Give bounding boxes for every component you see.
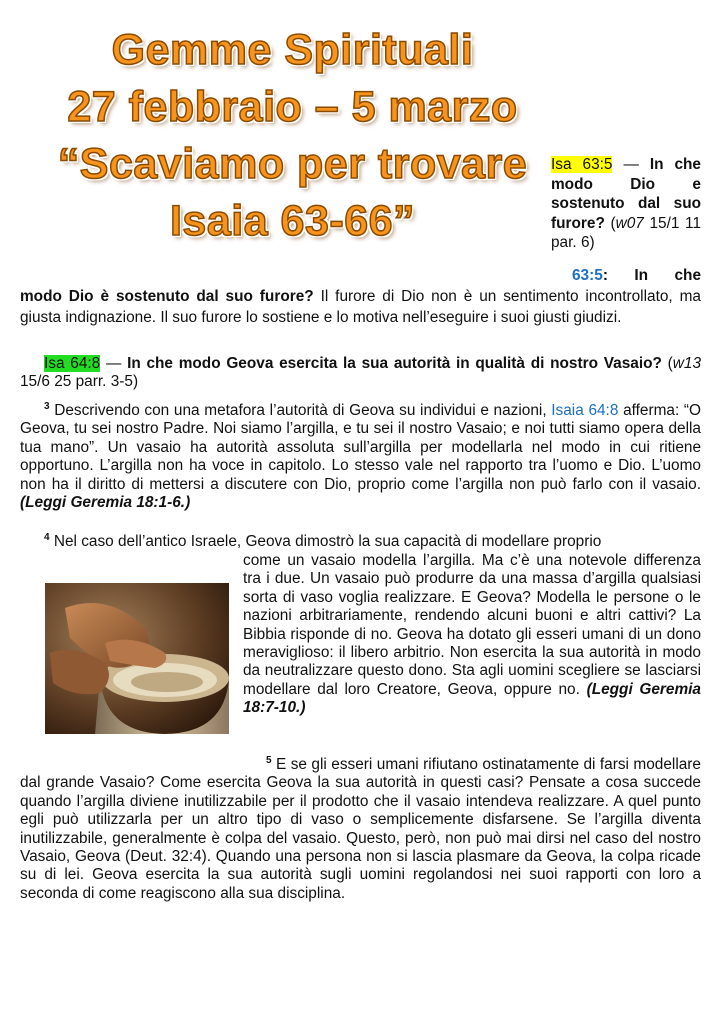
question-isa-63-5: Isa 63:5 — In che modo Dio e sostenuto dal suo furore? (w07 15/1 11 par. 6): [551, 156, 702, 252]
potter-hands-icon: [45, 583, 229, 734]
cite-detail: 15/1 11 par. 6): [551, 214, 702, 252]
cite-publication: w07: [615, 214, 644, 232]
answer-lead: : In che modo Dio è sostenuto dal suo furore?: [20, 267, 701, 305]
title-line-4: Isaia 63-66”: [169, 197, 416, 245]
paragraph-number: 3: [44, 400, 50, 412]
ref-isa-63-5[interactable]: Isa 63:5: [551, 156, 613, 173]
title-line-1: Gemme Spirituali: [111, 26, 474, 74]
paragraph-4: come un vasaio modella l’argilla. Ma c’è una notevole differenza tra i due. Un vasaio può produrre da una massa d’argilla qualsiasi sorta di vaso voglia realizzare. E Geova? Modella le persone o le nazioni arbitrariamente, rendendo alcuni buoni e altri cattivi? La Bibbia risponde di no. Geova ha dotato gli esseri umani di un dono meraviglioso: il libero arbitrio. Non esercita la sua autorità in modo da neutralizzare questo dono. Sta agli uomini scegliere se lasciarsi modellare dal loro Creatore, Geova, oppure no. (Leggi Geremia 18:7-10.): [243, 552, 701, 717]
question-isa-64-8: Isa 64:8 — In che modo Geova esercita la sua autorità in qualità di nostro Vasaio? (w13 15/6 25 parr. 3-5): [20, 355, 701, 391]
question-text: In che modo Geova esercita la sua autorità in qualità di nostro Vasaio?: [127, 355, 662, 372]
ref-isaia-64-8[interactable]: Isaia 64:8: [551, 402, 619, 419]
title-line-2: 27 febbraio – 5 marzo: [67, 83, 518, 131]
paragraph-4-first-line: $^4$ Nel caso dell’antico Israele, Geova dimostrò la sua capacità di modellare proprio: [44, 531, 602, 550]
ref-isa-64-8[interactable]: Isa 64:8: [44, 355, 101, 372]
answer-text: Il furore di Dio non è un sentimento incontrollato, ma giusta indignazione. Il suo furore lo sostiene e lo motiva nell’eseguire i suoi giusti giudizi.: [20, 288, 701, 326]
cite-detail: 15/6 25 parr. 3-5): [20, 373, 139, 391]
paragraph-3: $^3$ Descrivendo con una metafora l’autorità di Geova su individui e nazioni, Isaia 64:8 afferma: “O Geova, tu sei nostro Padre. Noi siamo l’argilla, e tu sei il nostro Vasaio; e noi tutti siamo opera della tua mano”. Un vasaio ha autorità assoluta sull’argilla per modellarla nel modo in cui ritiene opportuno. L’argilla non ha voce in capitolo. Lo stesso vale nel rapporto tra l’uomo e Dio. L’uomo non ha il diritto di mettersi a discutere con Dio, proprio come l’argilla non può farlo con il vasaio. (Leggi Geremia 18:1-6.): [20, 400, 702, 512]
read-reference[interactable]: (Leggi Geremia 18:7-10.): [243, 680, 701, 717]
answer-63-5: [20, 265, 701, 328]
potter-hands-image: [45, 583, 229, 734]
paragraph-number: 4: [44, 531, 50, 543]
question-text: In che modo Dio e sostenuto dal suo furore?: [551, 156, 701, 232]
cite-publication: w13: [672, 355, 701, 372]
title-line-3: “Scaviamo per trovare: [57, 140, 528, 188]
paragraph-5: $^5$ E se gli esseri umani rifiutano ostinatamente di farsi modellare dal grande Vasaio? Come esercita Geova la sua autorità in questi casi? Pensate a cosa succede quando l’argilla diviene inutilizzabile per il prodotto che il vasaio intendeva realizzare. A quel punto egli può utilizzarla per un altro tipo di vaso o semplicemente disfarsene. Se l’argilla diventa inutilizzabile, generalmente è colpa del vasaio. Questo, però, non può mai dirsi nel caso del nostro Vasaio, Geova (Deut. 32:4). Quando una persona non si lascia plasmare da Geova, la colpa ricade su di lei. Geova esercita la sua autorità sugli uomini regolandosi nei suoi rapporti con loro a seconda di come reagiscono alla sua disciplina.: [20, 754, 701, 902]
page-title: [30, 22, 555, 250]
read-reference[interactable]: (Leggi Geremia 18:1-6.): [20, 494, 191, 512]
paragraph-number: 5: [266, 754, 272, 766]
ref-63-5[interactable]: 63:5: [572, 267, 603, 284]
